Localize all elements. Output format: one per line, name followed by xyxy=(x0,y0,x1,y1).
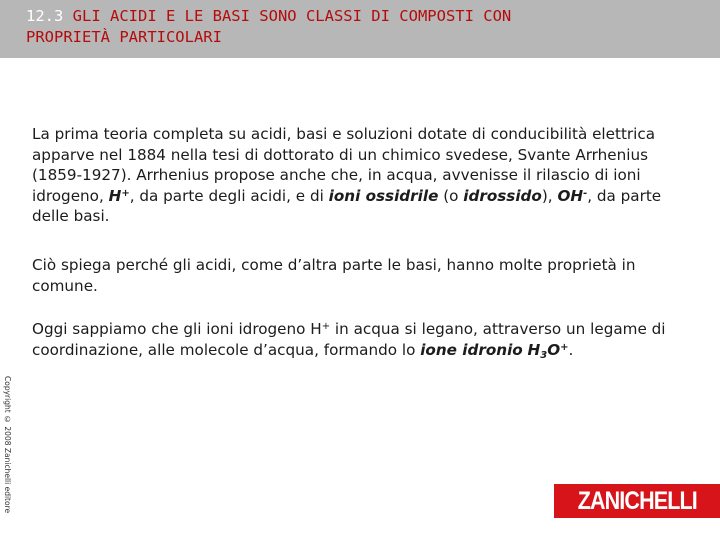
paragraph-idronio xyxy=(32,319,700,360)
subscript-3: 3 xyxy=(540,349,548,361)
charge-plus: + xyxy=(321,321,331,332)
charge-plus: + xyxy=(560,341,569,353)
text-run: . xyxy=(568,340,574,359)
copyright-notice xyxy=(0,376,14,526)
text-run: ), xyxy=(541,186,558,205)
charge-plus: + xyxy=(121,187,130,199)
paragraph-arrhenius xyxy=(32,124,700,227)
zanichelli-logo xyxy=(554,484,720,518)
text-run: , da parte delle basi. xyxy=(32,186,662,225)
title-line-1: GLI ACIDI E LE BASI SONO CLASSI DI COMPOSTI CON xyxy=(72,7,512,25)
term-ione-idronio: ione idronio xyxy=(420,340,523,359)
charge-minus: - xyxy=(583,187,588,199)
paragraph-proprieta: Ciò spiega perché gli acidi, come d’altra parte le basi, hanno molte proprietà in comune. xyxy=(32,256,636,295)
term-oh-minus xyxy=(557,187,587,205)
text-run: , da parte degli acidi, e di xyxy=(129,186,329,205)
symbol-oh: OH xyxy=(557,186,584,205)
formula-h3o-plus xyxy=(528,341,569,359)
symbol-h: H xyxy=(527,340,541,359)
text-run: (o xyxy=(438,186,464,205)
logo-text: ZANICHELLI xyxy=(577,486,697,515)
text-run: La prima teoria completa su acidi, basi e soluzioni dotate di conducibilità elettrica apparve nel 1884 nella tesi di dottorato di un chimico svedese, Svante Arrhenius (1859-1927). Arrhenius propose anche che, in acqua, avvenisse il rilascio di ioni idrogeno, xyxy=(32,125,656,205)
title-bar xyxy=(0,0,720,58)
term-idrossido: idrossido xyxy=(463,186,542,205)
text-run: in acqua si legano, attraverso un legame di coordinazione, alle molecole d’acqua, formando lo xyxy=(32,320,666,359)
title-line-2: PROPRIETÀ PARTICOLARI xyxy=(26,28,222,46)
section-number: 12.3 xyxy=(26,7,64,25)
slide-title xyxy=(26,6,706,48)
symbol-o: O xyxy=(547,340,561,359)
term-ioni-ossidrile: ioni ossidrile xyxy=(328,186,439,205)
copyright-text: Copyright © 2008 Zanichelli editore xyxy=(3,376,12,514)
symbol-h: H xyxy=(108,186,122,205)
term-h-plus xyxy=(109,187,130,205)
text-run: Oggi sappiamo che gli ioni idrogeno H xyxy=(32,320,322,338)
